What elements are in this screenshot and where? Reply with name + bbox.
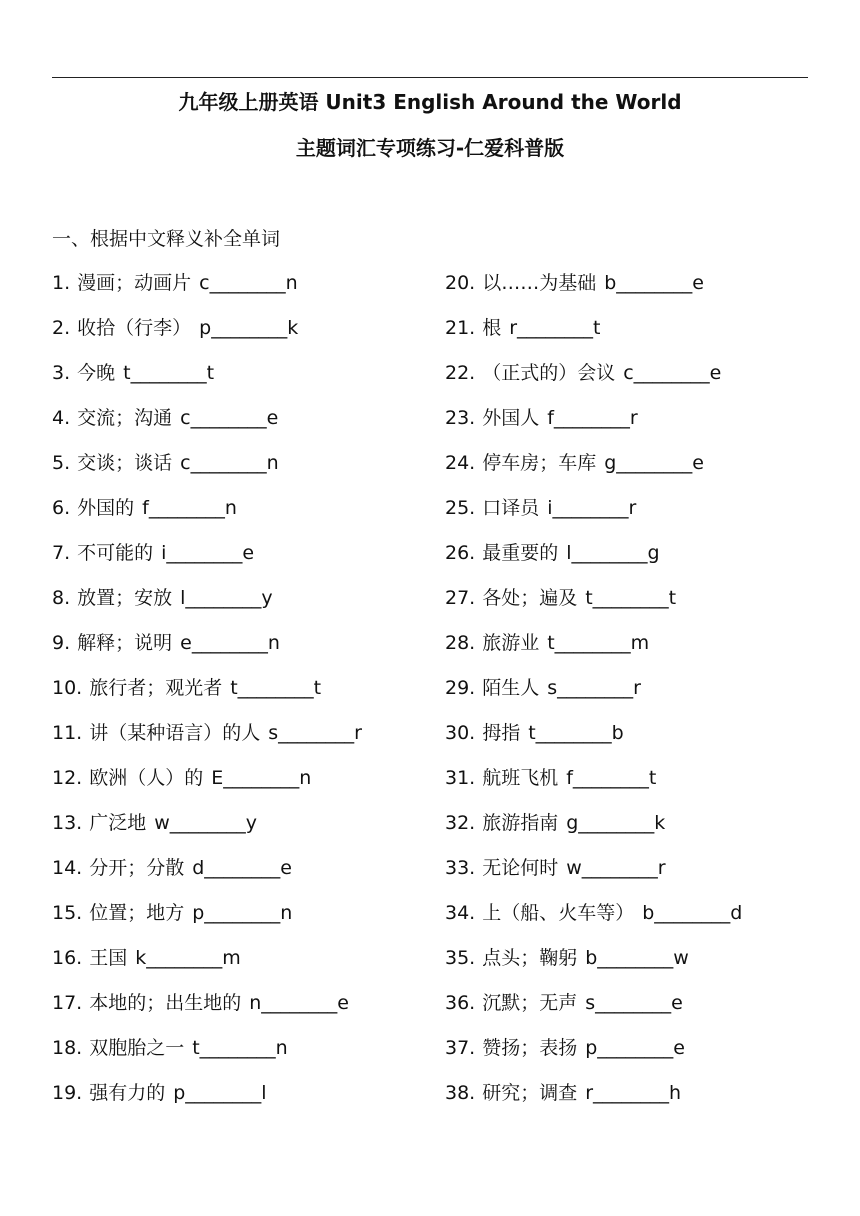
chinese-meaning: 研究；调查 (482, 1082, 578, 1104)
vocab-item (445, 897, 825, 942)
answer-blank: b________w (585, 947, 689, 969)
item-number: 10. (52, 677, 83, 699)
answer-blank: t________t (585, 587, 677, 609)
item-number: 33. (445, 857, 476, 879)
vocab-item (445, 1032, 825, 1077)
item-number: 38. (445, 1082, 476, 1104)
vocab-item (52, 897, 432, 942)
vocab-item (52, 492, 432, 537)
vocab-column-left (52, 267, 432, 1122)
chinese-meaning: 位置；地方 (89, 902, 185, 924)
item-number: 15. (52, 902, 83, 924)
worksheet-subtitle: 主题词汇专项练习-仁爱科普版 (295, 136, 565, 160)
chinese-meaning: 上（船、火车等） (482, 902, 635, 924)
item-number: 3. (52, 362, 71, 384)
chinese-meaning: 赞扬；表扬 (482, 1037, 578, 1059)
item-number: 6. (52, 497, 71, 519)
answer-blank: w________r (566, 857, 666, 879)
vocab-item (52, 312, 432, 357)
chinese-meaning: 旅游指南 (482, 812, 559, 834)
vocab-item (445, 762, 825, 807)
chinese-meaning: （正式的）会议 (482, 362, 616, 384)
answer-blank: r________t (509, 317, 601, 339)
item-number: 35. (445, 947, 476, 969)
vocab-item (445, 582, 825, 627)
chinese-meaning: 漫画；动画片 (77, 272, 192, 294)
vocab-item (445, 267, 825, 312)
chinese-meaning: 不可能的 (77, 542, 154, 564)
chinese-meaning: 王国 (89, 947, 128, 969)
chinese-meaning: 停车房；车库 (482, 452, 597, 474)
vocab-item (445, 537, 825, 582)
vocab-item (445, 807, 825, 852)
vocab-item (52, 672, 432, 717)
chinese-meaning: 讲（某种语言）的人 (89, 722, 261, 744)
chinese-meaning: 广泛地 (89, 812, 147, 834)
item-number: 1. (52, 272, 71, 294)
item-number: 18. (52, 1037, 83, 1059)
vocab-item (52, 357, 432, 402)
vocab-item (445, 447, 825, 492)
item-number: 4. (52, 407, 71, 429)
chinese-meaning: 口译员 (482, 497, 540, 519)
chinese-meaning: 陌生人 (482, 677, 540, 699)
answer-blank: s________e (585, 992, 683, 1014)
answer-blank: s________r (547, 677, 641, 699)
chinese-meaning: 双胞胎之一 (89, 1037, 185, 1059)
chinese-meaning: 交流；沟通 (77, 407, 173, 429)
item-number: 13. (52, 812, 83, 834)
item-number: 34. (445, 902, 476, 924)
vocab-item (445, 1077, 825, 1122)
item-number: 23. (445, 407, 476, 429)
vocab-item (52, 582, 432, 627)
item-number: 8. (52, 587, 71, 609)
section-heading: 一、根据中文释义补全单词 (52, 228, 281, 250)
vocab-item (52, 402, 432, 447)
vocab-item (445, 717, 825, 762)
vocab-item (52, 717, 432, 762)
chinese-meaning: 欧洲（人）的 (89, 767, 204, 789)
item-number: 31. (445, 767, 476, 789)
answer-blank: g________e (604, 452, 704, 474)
item-number: 25. (445, 497, 476, 519)
answer-blank: f________n (142, 497, 237, 519)
answer-blank: c________e (180, 407, 279, 429)
chinese-meaning: 分开；分散 (89, 857, 185, 879)
answer-blank: s________r (268, 722, 362, 744)
chinese-meaning: 今晚 (77, 362, 116, 384)
item-number: 26. (445, 542, 476, 564)
item-number: 36. (445, 992, 476, 1014)
chinese-meaning: 强有力的 (89, 1082, 166, 1104)
vocab-item (445, 492, 825, 537)
answer-blank: b________e (604, 272, 704, 294)
answer-blank: i________r (547, 497, 637, 519)
chinese-meaning: 旅游业 (482, 632, 540, 654)
item-number: 30. (445, 722, 476, 744)
item-number: 14. (52, 857, 83, 879)
answer-blank: t________n (192, 1037, 288, 1059)
answer-blank: p________e (585, 1037, 685, 1059)
answer-blank: t________b (528, 722, 624, 744)
vocab-item (52, 987, 432, 1032)
vocab-item (445, 852, 825, 897)
chinese-meaning: 沉默；无声 (482, 992, 578, 1014)
item-number: 24. (445, 452, 476, 474)
chinese-meaning: 各处；遍及 (482, 587, 578, 609)
chinese-meaning: 以……为基础 (482, 272, 597, 294)
worksheet-title: 九年级上册英语 Unit3 English Around the World (178, 90, 682, 114)
answer-blank: l________y (180, 587, 273, 609)
answer-blank: t________t (123, 362, 215, 384)
chinese-meaning: 解释；说明 (77, 632, 173, 654)
answer-blank: l________g (566, 542, 660, 564)
chinese-meaning: 收拾（行李） (77, 317, 192, 339)
item-number: 22. (445, 362, 476, 384)
vocab-item (445, 357, 825, 402)
chinese-meaning: 放置；安放 (77, 587, 173, 609)
item-number: 19. (52, 1082, 83, 1104)
answer-blank: t________m (547, 632, 650, 654)
chinese-meaning: 点头；鞠躬 (482, 947, 578, 969)
vocab-item (445, 987, 825, 1032)
answer-blank: f________t (566, 767, 657, 789)
chinese-meaning: 最重要的 (482, 542, 559, 564)
vocab-item (52, 1032, 432, 1077)
vocab-item (52, 807, 432, 852)
chinese-meaning: 拇指 (482, 722, 521, 744)
vocab-item (445, 402, 825, 447)
answer-blank: k________m (135, 947, 241, 969)
answer-blank: c________n (199, 272, 298, 294)
item-number: 7. (52, 542, 71, 564)
item-number: 27. (445, 587, 476, 609)
chinese-meaning: 根 (482, 317, 502, 339)
chinese-meaning: 外国的 (77, 497, 135, 519)
answer-blank: c________n (180, 452, 279, 474)
item-number: 37. (445, 1037, 476, 1059)
chinese-meaning: 航班飞机 (482, 767, 559, 789)
vocab-item (445, 312, 825, 357)
top-rule (52, 77, 808, 78)
item-number: 12. (52, 767, 83, 789)
answer-blank: E________n (211, 767, 312, 789)
answer-blank: d________e (192, 857, 292, 879)
item-number: 20. (445, 272, 476, 294)
answer-blank: p________n (192, 902, 293, 924)
vocab-item (445, 672, 825, 717)
item-number: 21. (445, 317, 476, 339)
answer-blank: i________e (161, 542, 255, 564)
answer-blank: n________e (249, 992, 349, 1014)
vocab-item (52, 1077, 432, 1122)
item-number: 5. (52, 452, 71, 474)
vocab-item (52, 537, 432, 582)
answer-blank: b________d (642, 902, 743, 924)
chinese-meaning: 交谈；谈话 (77, 452, 173, 474)
item-number: 32. (445, 812, 476, 834)
item-number: 9. (52, 632, 71, 654)
answer-blank: w________y (154, 812, 258, 834)
item-number: 17. (52, 992, 83, 1014)
answer-blank: t________t (230, 677, 322, 699)
item-number: 16. (52, 947, 83, 969)
answer-blank: g________k (566, 812, 666, 834)
item-number: 2. (52, 317, 71, 339)
answer-blank: p________k (199, 317, 299, 339)
item-number: 28. (445, 632, 476, 654)
vocab-item (52, 447, 432, 492)
chinese-meaning: 无论何时 (482, 857, 559, 879)
vocab-item (445, 627, 825, 672)
chinese-meaning: 外国人 (482, 407, 540, 429)
item-number: 11. (52, 722, 83, 744)
answer-blank: p________l (173, 1082, 267, 1104)
vocab-item (52, 267, 432, 312)
item-number: 29. (445, 677, 476, 699)
vocab-item (52, 942, 432, 987)
vocab-item (52, 627, 432, 672)
vocab-column-right (445, 267, 825, 1122)
vocab-item (52, 852, 432, 897)
answer-blank: c________e (623, 362, 722, 384)
answer-blank: e________n (180, 632, 280, 654)
vocab-item (52, 762, 432, 807)
chinese-meaning: 旅行者；观光者 (89, 677, 223, 699)
answer-blank: r________h (585, 1082, 682, 1104)
vocab-item (445, 942, 825, 987)
answer-blank: f________r (547, 407, 638, 429)
chinese-meaning: 本地的；出生地的 (89, 992, 242, 1014)
